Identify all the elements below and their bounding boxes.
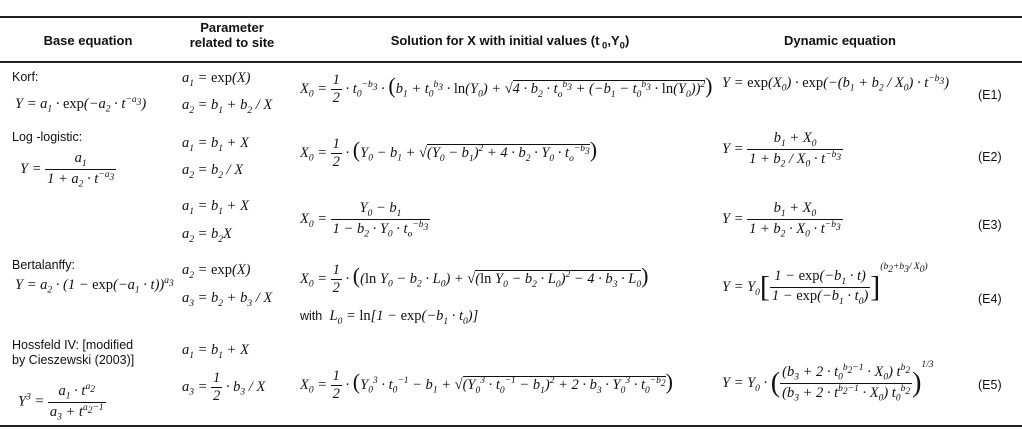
equation-tag: (E4) xyxy=(978,292,1002,306)
dynamic-equation: Y = $\frac{b_1 + X_0}{1 + b_2 / X_0 \cdot t^{-b_3}}$ xyxy=(722,130,842,170)
equation-tag: (E2) xyxy=(978,150,1002,164)
parameter: $a_3$ = $\frac{1}{2}$ · $b_3$ / X xyxy=(182,370,266,404)
header-rule xyxy=(0,61,1022,63)
header-parameter xyxy=(172,20,292,50)
model-name: Log -logistic: xyxy=(12,130,83,144)
parameter: $a_1 = b_1 + X$ xyxy=(182,198,249,217)
parameter: $a_2 = \exp(X)$ xyxy=(182,262,251,281)
model-name xyxy=(12,338,134,368)
solution: $X_0$ = $\frac{1}{2}$ · $t_0^{-b_3} \cdot (b_1 + t_0^{b_3} \cdot \ln(Y_0) + √4 \cdot b_2 \cdot t_o^{b_3} + (-b_1 - t_0^{b_3} \cdot \ln(Y_0))^2)$ xyxy=(300,72,713,106)
parameter: $a_2 = b_1 + b_2 / X$ xyxy=(182,97,273,116)
parameter: $a_1 = \exp(X)$ xyxy=(182,70,251,89)
parameter: $a_2 = b_2 / X$ xyxy=(182,162,244,181)
base-equation: Y = $\frac{a_1}{1 + a_2 \cdot t^{-a_3}}$ xyxy=(20,150,115,190)
solution: $X_0$ = $\frac{Y_0 - b_1}{1 - b_2 \cdot Y_0 \cdot t_o^{-b_3}}$ xyxy=(300,200,429,240)
model-name: Bertalanffy: xyxy=(12,258,76,272)
dynamic-equation: $Y = \exp(X_0) \cdot \exp(-(b_1 + b_2 / X_0) \cdot t^{-b_3})$ xyxy=(722,74,950,94)
base-equation: $Y = a_2 \cdot (1 - \exp(-a_1 \cdot t))^{a_3}$ xyxy=(15,276,174,296)
parameter: $a_1 = b_1 + X$ xyxy=(182,135,249,154)
solution: $X_0$ = $\frac{1}{2}$ · $(Y_0^3 \cdot t_0^{-1} - b_1 + √(Y_0^3 \cdot t_0^{-1} - b_1)^2 + 2 \cdot b_3 \cdot Y_0^3 \cdot t_0^{-b_2})$ xyxy=(300,368,673,402)
equation-tag: (E5) xyxy=(978,378,1002,392)
parameter: $a_1 = b_1 + X$ xyxy=(182,342,249,361)
solution: $X_0$ = $\frac{1}{2}$ · ((ln $Y_0 - b_2 \cdot L_0) + √(\ln$ $Y_0 - b_2 \cdot L_0)^2 - 4 \cdot b_3 \cdot L_0$) xyxy=(300,262,649,296)
header-base-equation: Base equation xyxy=(43,33,133,48)
base-equation: $Y^3$ = $\frac{a_1 \cdot t^{a_2}}{a_3 + t^{a_2-1}}$ xyxy=(18,382,104,423)
header-dynamic: Dynamic equation xyxy=(784,33,896,48)
base-equation: $Y = a_1 \cdot \exp(-a_2 \cdot t^{-a_3})$ xyxy=(15,95,147,115)
bottom-rule xyxy=(0,425,1022,427)
parameter: $a_2 = b_2X$ xyxy=(182,226,232,245)
model-name-text: Hossfeld IV: [modified by Cieszewski (2003)] xyxy=(12,338,135,367)
solution-note: with $L_0 = \ln[1 - \exp(-b_1 \cdot t_0)]$ xyxy=(300,308,479,327)
solution: $X_0$ = $\frac{1}{2}$ · $(Y_0 - b_1 + √(Y_0 - b_1)^2 + 4 \cdot b_2 \cdot Y_0 \cdot t_o^{-b_3})$ xyxy=(300,136,598,170)
header-solution xyxy=(320,33,700,54)
parameter: $a_3 = b_2 + b_3 / X$ xyxy=(182,290,273,309)
equation-tag: (E1) xyxy=(978,88,1002,102)
model-name: Korf: xyxy=(12,70,39,84)
dynamic-equation: Y = $\frac{b_1 + X_0}{1 + b_2 \cdot X_0 \cdot t^{-b_3}}$ xyxy=(722,200,841,240)
header-parameter-text: Parameter related to site xyxy=(189,20,275,50)
dynamic-equation: $Y = Y_0$ · ( $\frac{(b_3 + 2 \cdot t_0^{b_2-1} \cdot X_0) t^{b_2}}{(b_3 + 2 \cdot t^{b_2-1} \cdot X_0) t_0^{b_2}}$ )$^{1/3}$ xyxy=(722,360,934,404)
top-rule xyxy=(0,16,1022,18)
equation-tag: (E3) xyxy=(978,218,1002,232)
dynamic-equation: $Y = Y_0$[ $\frac{1 - \exp(-b_1 \cdot t)}{1 - \exp(-b_1 \cdot t_0)}$ ]$^{(b_2+b_3/ X_0)}$ xyxy=(722,262,928,308)
header-solution-text: Solution for X with initial values (t $_0,Y_0$) xyxy=(390,33,630,52)
